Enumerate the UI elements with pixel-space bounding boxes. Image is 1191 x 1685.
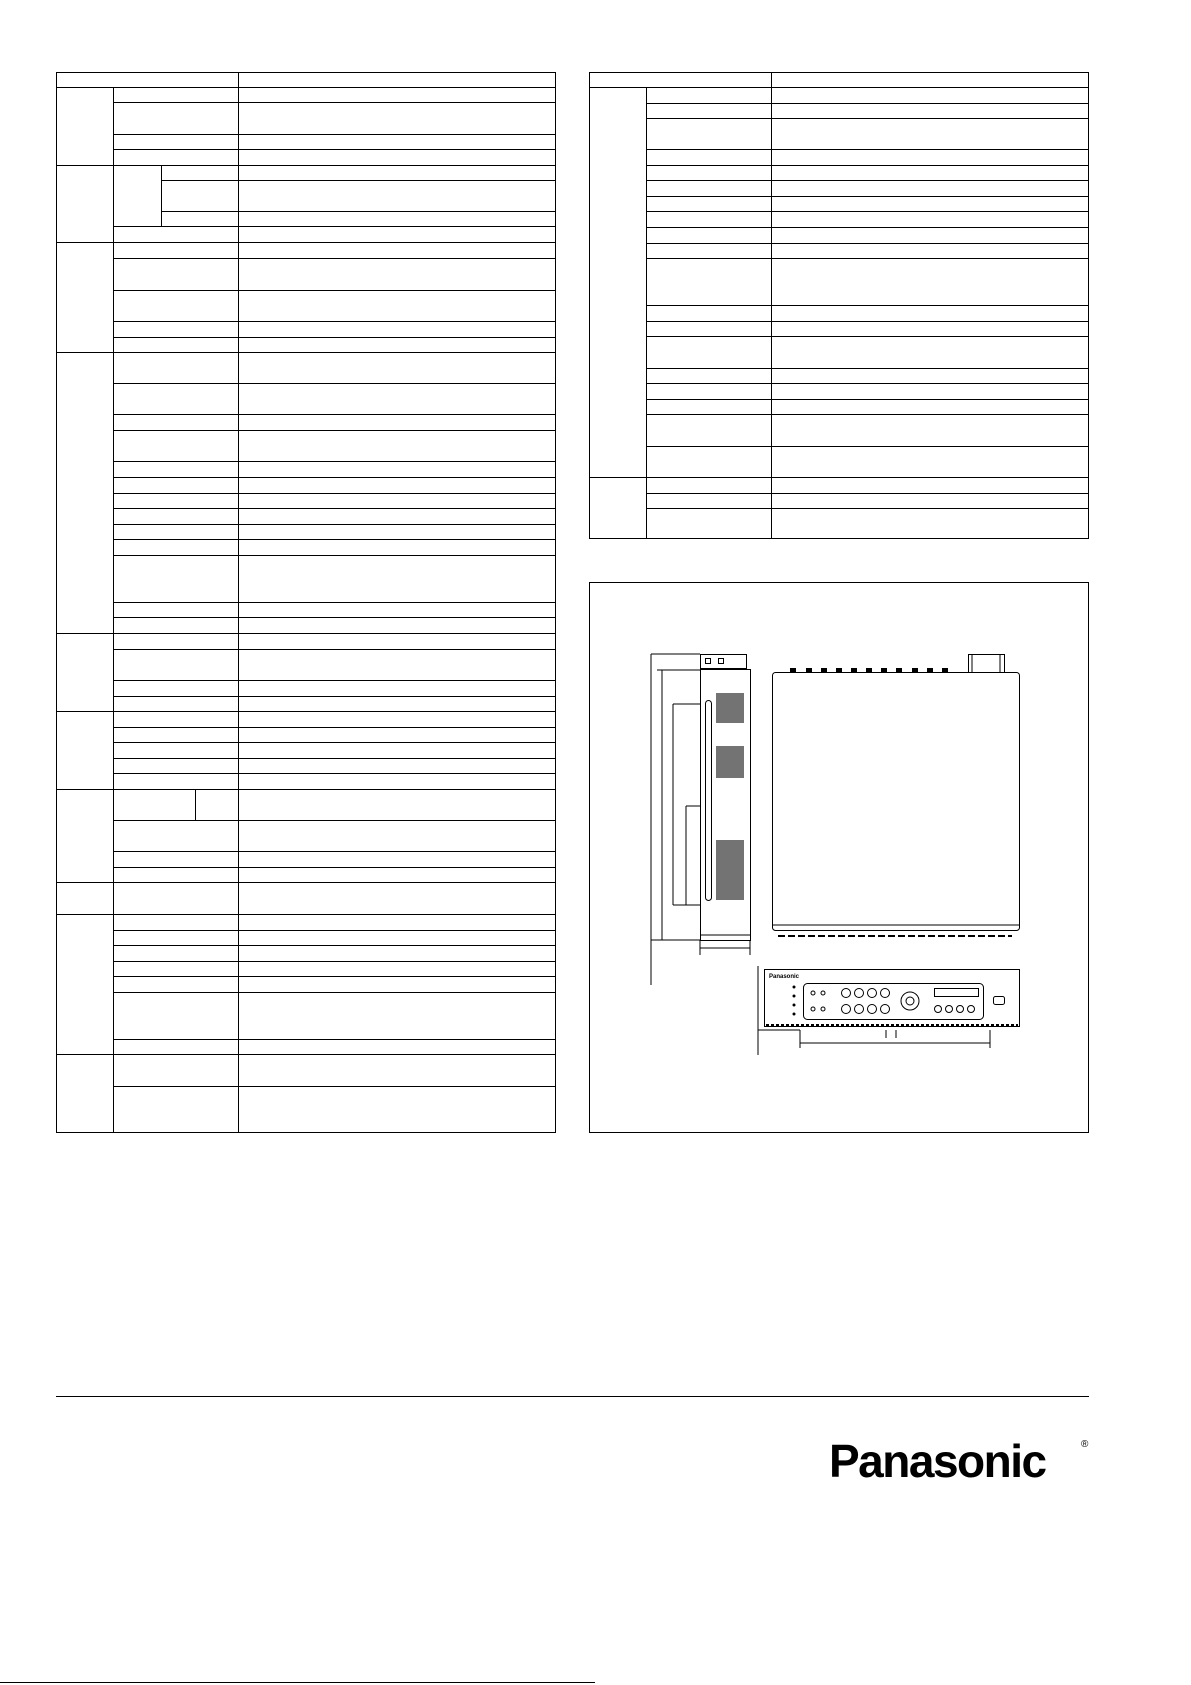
bottom-edge-rule: [0, 1682, 595, 1683]
footer-divider: [56, 1396, 1089, 1397]
registered-mark: ®: [1081, 1439, 1089, 1450]
panasonic-logo: Panasonic: [829, 1435, 1046, 1487]
faceplate-brand-label: Panasonic: [769, 974, 800, 980]
